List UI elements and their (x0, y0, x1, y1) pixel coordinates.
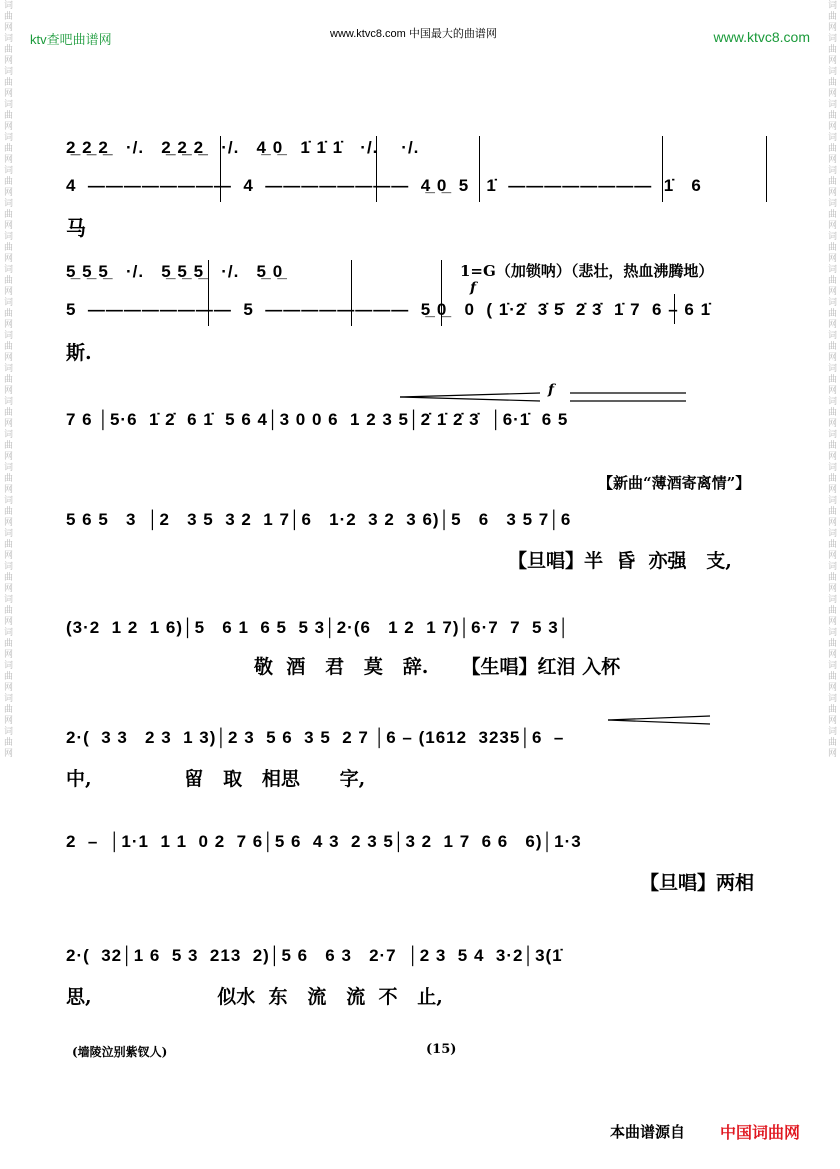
header-site-tagline: www.ktvc8.com 中国最大的曲谱网 (330, 28, 497, 40)
system-7-notes: 2 – │1·1 1 1 0 2 7 6│5 6 4 3 2 3 5│3 2 1 7 6 6 6)│1·3 (66, 832, 582, 851)
system-4-notes: 5 6 5 3 │2 3 5 3 2 1 7│6 1·2 3 2 3 6)│5 6 3 5 7│6 (66, 510, 572, 529)
watermark-strip-right: 词曲网词曲网词曲网词曲网词曲网词曲网词曲网词曲网词曲网词曲网词曲网词曲网词曲网词曲网词曲网词曲网词曲网词曲网词曲网词曲网词曲网词曲网词曲网 (826, 0, 836, 759)
system-7-lyric: 【旦唱】两相 (640, 872, 755, 894)
key-signature-annotation: 1=G（加锁呐）（悲壮，热血沸腾地） (460, 262, 714, 280)
system-8-notes: 2·( 32│1 6 5 3 213 2)│5 6 6 3 2·7 │2 3 5 4 3·2│3(1̇ (66, 946, 563, 965)
system-1-upper-voice: 2̲̲ 2̲̲ 2̲̲ ·/. 2̲̲ 2̲̲ 2̲̲ ·/. 4̲ 0̲ 1̇ 1̇ 1̇ ·/. ·/. (66, 138, 420, 157)
system-5-lyric: 敬 酒 君 莫 辞. 【生唱】红泪 入杯 (254, 656, 621, 678)
system-2-lower-voice: 5 ———————— 5 ———————— 5̲ 0̲ 0 ( 1̇·2̇ 3̇ 5̇ 2̇ 3̇ 1̇ 7 6 – 6 1̇ (66, 300, 712, 319)
system-5-notes: (3·2 1 2 1 6)│5 6 1 6 5 5 3│2·(6 1 2 1 7)│6·7 7 5 3│ (66, 618, 571, 637)
source-brand-link[interactable]: 中国词曲网 (720, 1123, 801, 1142)
dynamic-forte-mark: f (470, 280, 477, 296)
source-label: 本曲谱源自 (610, 1123, 686, 1141)
header-site-name[interactable]: ktv查吧曲谱网 (30, 32, 112, 47)
footer-opera-title: (墙陵泣别紫钗人) (72, 1045, 168, 1059)
system-2-upper-voice: 5̲ 5̲ 5̲ ·/. 5̲ 5̲ 5̲ ·/. 5̲ 0̲ (66, 262, 284, 281)
system-1-lyric: 马 (66, 216, 86, 240)
section-title: 【新曲“薄酒寄离情”】 (598, 474, 751, 492)
system-6-notes: 2·( 3 3 2 3 1 3)│2 3 5 6 3 5 2 7 │6 – (1612 3235│6 – (66, 728, 565, 747)
page-number: (15) (426, 1042, 457, 1057)
system-1-lower-voice: 4 ———————— 4 ———————— 4̲ 0̲ 5 1̇ ———————— 1̇ 6 (66, 176, 702, 195)
watermark-strip-left: 词曲网词曲网词曲网词曲网词曲网词曲网词曲网词曲网词曲网词曲网词曲网词曲网词曲网词曲网词曲网词曲网词曲网词曲网词曲网词曲网词曲网词曲网词曲网 (2, 0, 12, 759)
dynamic-forte-mark: f (548, 382, 555, 398)
system-4-lyric: 【旦唱】半 昏 亦强 支, (508, 550, 732, 572)
system-3-notes: 7 6 │5·6 1̇ 2̇ 6 1̇ 5 6 4│3 0 0 6 1 2 3 5│2̇ 1̇ 2̇ 3̇ │6·1̇ 6 5 (66, 410, 569, 429)
system-2-lyric: 斯. (66, 342, 92, 364)
header-site-url[interactable]: www.ktvc8.com (713, 29, 810, 45)
system-8-lyric: 思, 似水 东 流 流 不 止, (66, 986, 443, 1008)
system-6-lyric: 中, 留 取 相思 字, (66, 768, 366, 790)
